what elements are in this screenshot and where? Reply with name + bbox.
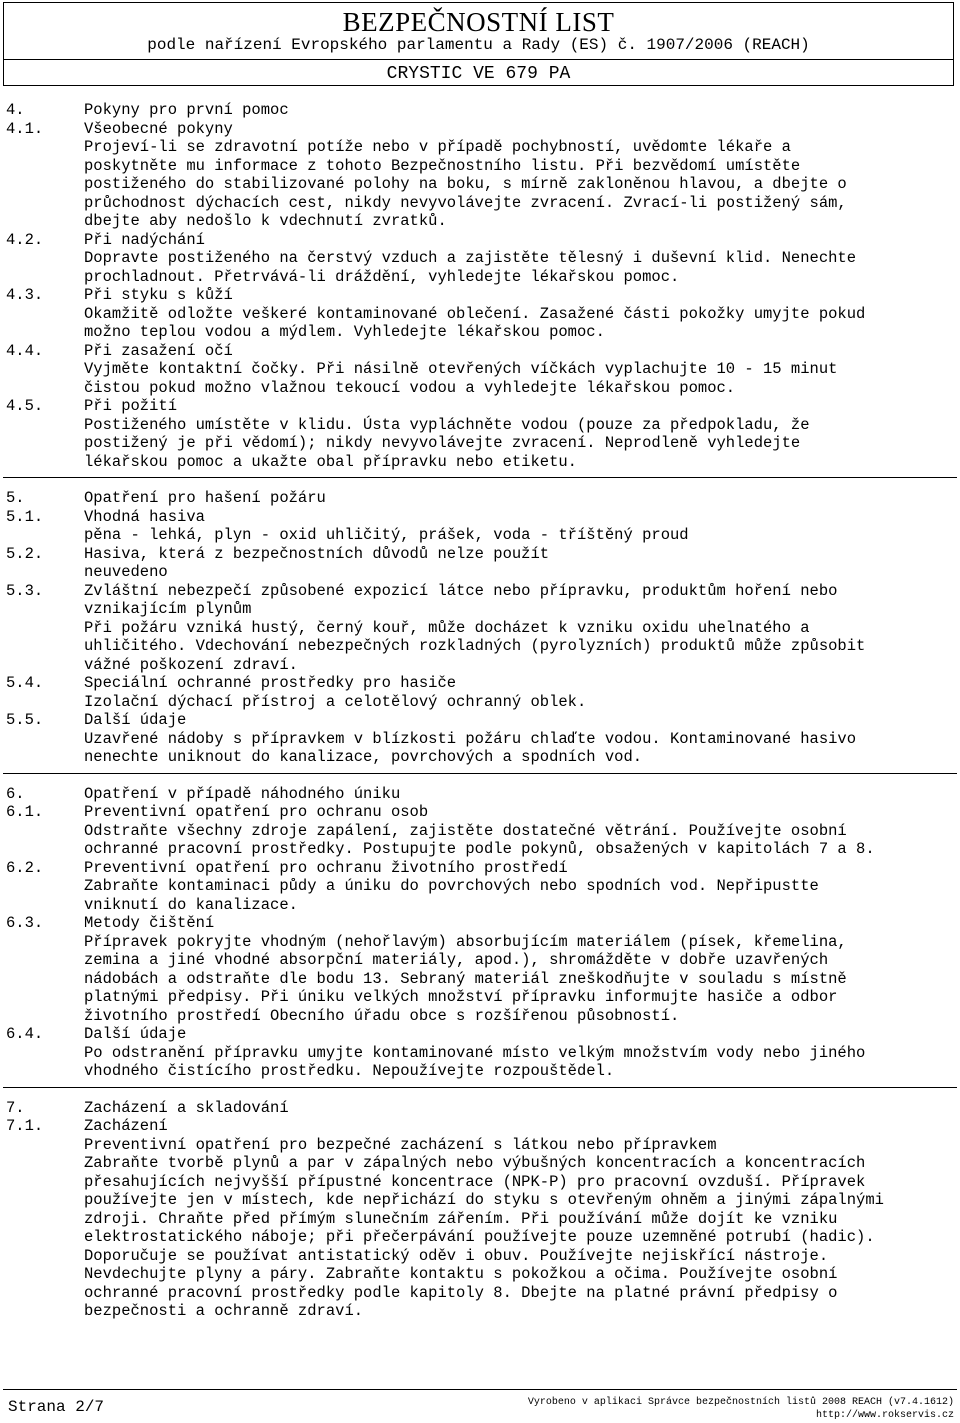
section-text: Odstraňte všechny zdroje zapálení, zajistěte dostatečné větrání. Používejte osobní bbox=[84, 821, 847, 840]
section-number bbox=[0, 1007, 84, 1026]
section-heading: Při požití bbox=[84, 397, 178, 415]
section-number bbox=[0, 988, 84, 1007]
section-number bbox=[0, 175, 84, 194]
section-number: 5.3. bbox=[6, 581, 44, 600]
section-number bbox=[0, 896, 84, 915]
regulation-subtitle: podle nařízení Evropského parlamentu a Rady (ES) č. 1907/2006 (REACH) bbox=[147, 36, 810, 54]
section-number bbox=[0, 951, 84, 970]
producer-url[interactable]: http://www.rokservis.cz bbox=[815, 1410, 954, 1421]
section-number bbox=[0, 656, 84, 675]
section-text-row bbox=[0, 1062, 960, 1081]
section-text-row bbox=[0, 1173, 960, 1192]
section-number bbox=[0, 526, 84, 545]
section-number bbox=[0, 1247, 84, 1266]
section-text-row bbox=[0, 526, 960, 545]
section-text-row bbox=[0, 1044, 960, 1063]
section-gap bbox=[0, 767, 960, 785]
section-heading: Při styku s kůží bbox=[84, 286, 233, 304]
section-text-row bbox=[0, 1247, 960, 1266]
section-number: 6.3. bbox=[6, 914, 44, 932]
section-text-row bbox=[0, 896, 960, 915]
section-gap bbox=[0, 1081, 960, 1099]
section-text-row bbox=[0, 748, 960, 767]
section-heading-row bbox=[0, 120, 960, 139]
section-text: lékařskou pomoc a ukažte obal přípravku nebo etiketu. bbox=[84, 452, 577, 471]
section-text: Nevdechujte plyny a páry. Zabraňte kontaktu s pokožkou a očima. Používejte osobní bbox=[84, 1265, 838, 1283]
section-number: 5.1. bbox=[6, 507, 44, 526]
section-text-row bbox=[0, 730, 960, 749]
product-name: CRYSTIC VE 679 PA bbox=[386, 64, 571, 84]
section-text: Zabraňte kontaminaci půdy a úniku do povrchových nebo spodních vod. Nepřipustte bbox=[84, 877, 819, 895]
section-text: Izolační dýchací přístroj a celotělový ochranný oblek. bbox=[84, 692, 587, 711]
section-number bbox=[0, 619, 84, 638]
section-text: průchodnost dýchacích cest, nikdy nevyvolávejte zvracení. Zvrací-li postižený sám, bbox=[84, 193, 847, 212]
section-number: 4. bbox=[6, 101, 25, 119]
section-text: postižený je při vědomí); nikdy nevyvolávejte zvracení. Neprodleně vyhledejte bbox=[84, 434, 801, 452]
section-heading-row bbox=[0, 508, 960, 527]
section-text: Postiženého umístěte v klidu. Ústa vypláchněte vodou (pouze za předpokladu, že bbox=[84, 415, 810, 434]
section-heading-row bbox=[0, 545, 960, 564]
section-number: 5.5. bbox=[6, 711, 44, 729]
document-title: BEZPEČNOSTNÍ LIST bbox=[342, 7, 615, 37]
section-heading: Při nadýchání bbox=[84, 230, 205, 249]
section-heading: Při zasažení očí bbox=[84, 341, 233, 360]
section-number bbox=[0, 360, 84, 379]
section-text: životního prostředí Obecního úřadu obce s rozšířenou působností. bbox=[84, 1006, 680, 1025]
section-number bbox=[0, 637, 84, 656]
section-text: zdroji. Chraňte před přímým slunečním zářením. Při používání může dojít ke vzniku bbox=[84, 1209, 838, 1228]
section-number bbox=[0, 1173, 84, 1192]
section-text-row bbox=[0, 1228, 960, 1247]
section-text: vznikajícím plynům bbox=[84, 600, 252, 618]
section-number: 4.5. bbox=[6, 397, 44, 415]
section-number: 6. bbox=[6, 784, 25, 803]
section-number: 6.2. bbox=[6, 858, 44, 877]
section-heading-row bbox=[0, 674, 960, 693]
section-number bbox=[0, 305, 84, 324]
section-text: možno teplou vodou a mýdlem. Vyhledejte lékařskou pomoc. bbox=[84, 323, 605, 341]
section-heading: Opatření v případě náhodného úniku bbox=[84, 784, 401, 803]
section-number bbox=[0, 212, 84, 231]
section-heading-row bbox=[0, 1117, 960, 1136]
section-text-row bbox=[0, 563, 960, 582]
section-divider bbox=[3, 773, 957, 774]
section-number bbox=[0, 1044, 84, 1063]
section-number: 4.2. bbox=[6, 230, 44, 249]
section-text-row bbox=[0, 434, 960, 453]
section-number bbox=[0, 1136, 84, 1155]
section-text: vážné poškození zdraví. bbox=[84, 655, 298, 674]
section-text-row bbox=[0, 656, 960, 675]
section bbox=[0, 1099, 960, 1321]
section-text: Při požáru vzniká hustý, černý kouř, může docházet k vzniku oxidu uhelnatého a bbox=[84, 618, 810, 637]
section-text-row bbox=[0, 453, 960, 472]
section-text: prochladnout. Přetrvává-li dráždění, vyhledejte lékařskou pomoc. bbox=[84, 267, 680, 286]
section-heading-row bbox=[0, 397, 960, 416]
document-header bbox=[3, 2, 954, 86]
section-heading-row bbox=[0, 231, 960, 250]
section-text: ochranné pracovní prostředky. Postupujte podle pokynů, obsažených v kapitolách 7 a 8. bbox=[84, 840, 875, 858]
section-heading: Speciální ochranné prostředky pro hasiče bbox=[84, 674, 457, 692]
section-heading: Vhodná hasiva bbox=[84, 507, 205, 526]
section-number bbox=[0, 840, 84, 859]
section-text: Vyjměte kontaktní čočky. Při násilně otevřených víčkách vyplachujte 10 - 15 minut bbox=[84, 360, 838, 378]
section-heading-row bbox=[0, 914, 960, 933]
section-text-row bbox=[0, 360, 960, 379]
section-heading: Opatření pro hašení požáru bbox=[84, 489, 326, 507]
section-text-row bbox=[0, 877, 960, 896]
section-text-row bbox=[0, 323, 960, 342]
section-number bbox=[0, 1062, 84, 1081]
section-gap bbox=[0, 471, 960, 489]
section-number bbox=[0, 138, 84, 157]
section-text: uhličitého. Vdechování nebezpečných rozkladných (pyrolyzních) produktů může způsobit bbox=[84, 637, 866, 655]
section-number bbox=[0, 416, 84, 435]
section-number bbox=[0, 748, 84, 767]
section-number bbox=[0, 268, 84, 287]
section-text: nenechte uniknout do kanalizace, povrchových a spodních vod. bbox=[84, 748, 643, 766]
section-heading: Zacházení a skladování bbox=[84, 1098, 289, 1117]
section-number: 7.1. bbox=[6, 1117, 44, 1135]
section-text-row bbox=[0, 1265, 960, 1284]
section-text-row bbox=[0, 268, 960, 287]
section-heading-row bbox=[0, 582, 960, 601]
section-number: 4.1. bbox=[6, 119, 44, 138]
section-text: Preventivní opatření pro bezpečné zacházení s látkou nebo přípravkem bbox=[84, 1135, 717, 1154]
section-number: 5.2. bbox=[6, 544, 44, 563]
section-text-row bbox=[0, 1284, 960, 1303]
section-heading: Hasiva, která z bezpečnostních důvodů nelze použít bbox=[84, 544, 550, 563]
section-text-row bbox=[0, 416, 960, 435]
section-text-row bbox=[0, 194, 960, 213]
section-number bbox=[0, 600, 84, 619]
section-heading-row bbox=[0, 1099, 960, 1118]
section-text: používejte jen v místech, kde nepřichází do styku s otevřeným ohněm a jinými zápalnými bbox=[84, 1191, 884, 1209]
section-text-row bbox=[0, 212, 960, 231]
section-heading: Pokyny pro první pomoc bbox=[84, 101, 289, 119]
section-text-row bbox=[0, 988, 960, 1007]
section-text-row bbox=[0, 1210, 960, 1229]
section-number bbox=[0, 1228, 84, 1247]
section-number bbox=[0, 933, 84, 952]
section-heading: Další údaje bbox=[84, 711, 187, 729]
section-number bbox=[0, 730, 84, 749]
section-text-row bbox=[0, 951, 960, 970]
header-divider bbox=[4, 59, 953, 60]
section-number bbox=[0, 249, 84, 268]
section-text: Po odstranění přípravku umyjte kontaminované místo velkým množstvím vody nebo jiného bbox=[84, 1043, 866, 1062]
section-number bbox=[0, 877, 84, 896]
footer-divider bbox=[3, 1389, 957, 1390]
section-text: Projeví-li se zdravotní potíže nebo v případě pochybností, uvědomte lékaře a bbox=[84, 138, 791, 156]
section-number: 6.1. bbox=[6, 803, 44, 821]
section-text: Zabraňte tvorbě plynů a par v zápalných nebo výbušných koncentracích a koncentracích bbox=[84, 1154, 866, 1172]
section-text: poskytněte mu informace z tohoto Bezpečnostního listu. Při bezvědomí umístěte bbox=[84, 156, 801, 175]
section-text: přesahujících nejvyšší přípustné koncentrace (NPK-P) pro pracovní ovzduší. Přípravek bbox=[84, 1172, 866, 1191]
section-number bbox=[0, 1265, 84, 1284]
section-heading-row bbox=[0, 1025, 960, 1044]
section bbox=[0, 489, 960, 767]
section-heading: Zvláštní nebezpečí způsobené expozicí látce nebo přípravku, produktům hoření nebo bbox=[84, 581, 838, 600]
section-text-row bbox=[0, 157, 960, 176]
section-number: 5. bbox=[6, 489, 25, 507]
section-divider bbox=[3, 477, 957, 478]
section-number bbox=[0, 1302, 84, 1321]
section-divider bbox=[3, 1087, 957, 1088]
section-text: nádobách a odstraňte dle bodu 13. Sebraný materiál zneškodňujte v souladu s místně bbox=[84, 969, 847, 988]
section-text-row bbox=[0, 693, 960, 712]
document-body bbox=[0, 101, 960, 1321]
section-number bbox=[0, 157, 84, 176]
section-text-row bbox=[0, 619, 960, 638]
section-text: Přípravek pokryjte vhodným (nehořlavým) absorbujícím materiálem (písek, křemelina, bbox=[84, 932, 847, 951]
section-text-row bbox=[0, 1136, 960, 1155]
section-text: Okamžitě odložte veškeré kontaminované oblečení. Zasažené části pokožky umyjte pokud bbox=[84, 304, 866, 323]
section-text-row bbox=[0, 933, 960, 952]
section-number: 5.4. bbox=[6, 674, 44, 692]
section-number: 6.4. bbox=[6, 1025, 44, 1043]
section-text-row bbox=[0, 305, 960, 324]
section-number bbox=[0, 323, 84, 342]
section-heading: Preventivní opatření pro ochranu životního prostředí bbox=[84, 858, 568, 877]
section-text: platnými předpisy. Při úniku velkých množství přípravku informujte hasiče a odbor bbox=[84, 988, 838, 1006]
section-heading-row bbox=[0, 711, 960, 730]
section-text-row bbox=[0, 1191, 960, 1210]
section-number bbox=[0, 194, 84, 213]
section-number bbox=[0, 1191, 84, 1210]
section-number: 7. bbox=[6, 1098, 25, 1117]
section-number bbox=[0, 434, 84, 453]
section-text: Dopravte postiženého na čerstvý vzduch a zajistěte tělesný i duševní klid. Nenechte bbox=[84, 249, 857, 267]
section-text-row bbox=[0, 175, 960, 194]
section-text-row bbox=[0, 1302, 960, 1321]
producer-info bbox=[528, 1396, 954, 1422]
producer-text: Vyrobeno v aplikaci Správce bezpečnostních listů 2008 REACH (v7.4.1612) bbox=[527, 1397, 954, 1408]
section-text: bezpečnosti a ochranně zdraví. bbox=[84, 1302, 364, 1320]
section-heading-row bbox=[0, 859, 960, 878]
section-number bbox=[0, 453, 84, 472]
section-heading: Všeobecné pokyny bbox=[84, 119, 233, 138]
section-text: ochranné pracovní prostředky podle kapitoly 8. Dbejte na platné právní předpisy o bbox=[84, 1283, 838, 1302]
section-heading: Preventivní opatření pro ochranu osob bbox=[84, 803, 429, 821]
section-number bbox=[0, 563, 84, 582]
section-number bbox=[0, 1210, 84, 1229]
section-text: Doporučuje se používat antistatický oděv i obuv. Používejte nejiskřící nástroje. bbox=[84, 1246, 829, 1265]
section-heading: Další údaje bbox=[84, 1025, 187, 1043]
section-number bbox=[0, 379, 84, 398]
section-text-row bbox=[0, 138, 960, 157]
section-text: vhodného čistícího prostředku. Nepoužívejte rozpouštědel. bbox=[84, 1062, 615, 1080]
section-text: elektrostatického náboje; při přečerpávání používejte pouze uzemněné potrubí (hadic). bbox=[84, 1228, 875, 1246]
section-heading-row bbox=[0, 342, 960, 361]
section-heading: Metody čištění bbox=[84, 914, 215, 932]
section-heading-row bbox=[0, 785, 960, 804]
section-text: vniknutí do kanalizace. bbox=[84, 895, 298, 914]
section-number bbox=[0, 1154, 84, 1173]
section-text-row bbox=[0, 822, 960, 841]
section-number bbox=[0, 1284, 84, 1303]
section-text-row bbox=[0, 970, 960, 989]
section-text: dbejte aby nedošlo k vdechnutí zvratků. bbox=[84, 212, 447, 230]
section-text: pěna - lehká, plyn - oxid uhličitý, prášek, voda - tříštěný proud bbox=[84, 526, 689, 544]
section-text: neuvedeno bbox=[84, 563, 168, 581]
section-heading: Zacházení bbox=[84, 1117, 168, 1135]
section-number: 4.3. bbox=[6, 286, 44, 304]
section-text: Uzavřené nádoby s přípravkem v blízkosti požáru chlaďte vodou. Kontaminované hasivo bbox=[84, 729, 857, 748]
section-text: zemina a jiné vhodné absorpční materiály, apod.), shromážděte v dobře uzavřených bbox=[84, 951, 829, 969]
section-heading-row bbox=[0, 101, 960, 120]
section bbox=[0, 101, 960, 471]
section-text-row bbox=[0, 637, 960, 656]
section-heading-row bbox=[0, 489, 960, 508]
section-text-row bbox=[0, 1154, 960, 1173]
section-number bbox=[0, 693, 84, 712]
section bbox=[0, 785, 960, 1081]
section-text-row bbox=[0, 379, 960, 398]
section-text-row bbox=[0, 600, 960, 619]
page-number: Strana 2/7 bbox=[8, 1398, 105, 1416]
section-text-row bbox=[0, 249, 960, 268]
section-text: čistou pokud možno vlažnou tekoucí vodou a vyhledejte lékařskou pomoc. bbox=[84, 378, 736, 397]
section-text-row bbox=[0, 1007, 960, 1026]
section-number bbox=[0, 970, 84, 989]
section-heading-row bbox=[0, 286, 960, 305]
section-number: 4.4. bbox=[6, 341, 44, 360]
section-heading-row bbox=[0, 803, 960, 822]
section-text: postiženého do stabilizované polohy na boku, s mírně zakloněnou hlavou, a dbejte o bbox=[84, 175, 847, 193]
section-text-row bbox=[0, 840, 960, 859]
section-number bbox=[0, 822, 84, 841]
